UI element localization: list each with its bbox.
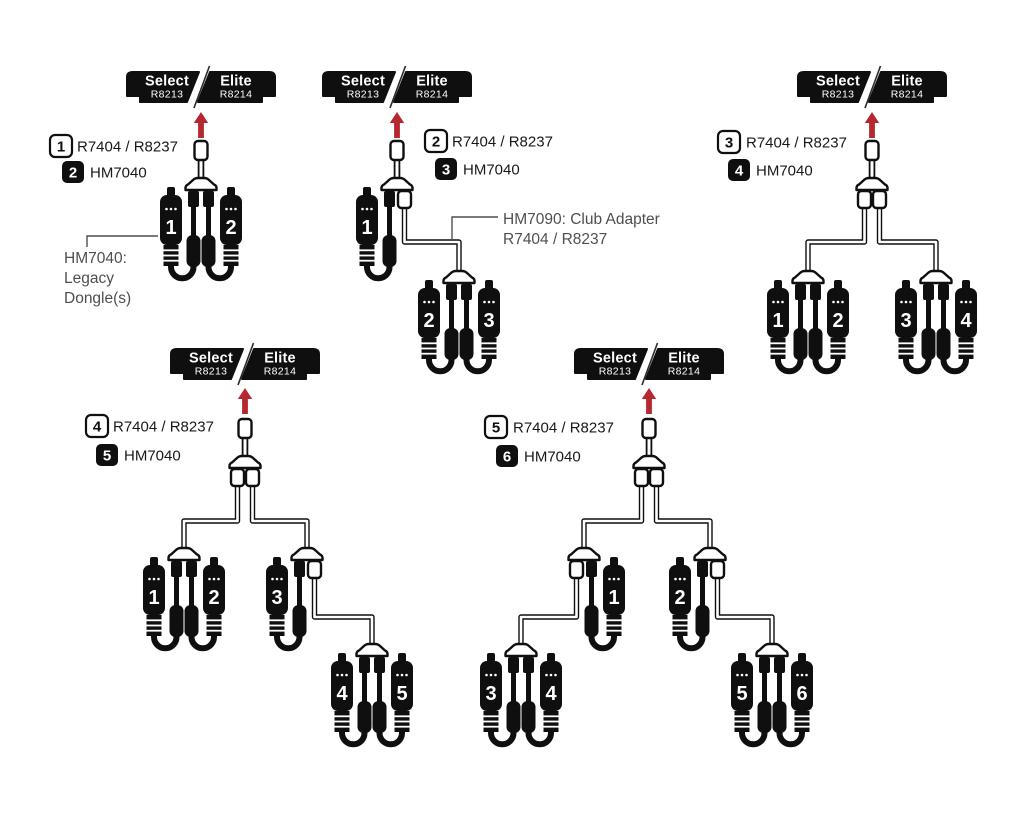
- badge-elite-model: R8214: [415, 88, 449, 101]
- diagram-4: [86, 343, 413, 744]
- y-splitter-icon: [506, 644, 537, 656]
- legend-label: R7404 / R8237: [113, 418, 214, 436]
- badge-select-label: Select: [593, 350, 637, 367]
- product-badge: [798, 66, 946, 108]
- cable-line: [521, 576, 577, 650]
- y-splitter-icon: [921, 271, 952, 283]
- up-arrow-icon: [238, 388, 252, 414]
- dongle-number: 4: [960, 310, 972, 332]
- annotation-line: HM7090: Club Adapter: [503, 211, 660, 228]
- dongle-number: 1: [772, 310, 784, 332]
- adapter-plug-icon: [231, 469, 244, 486]
- y-splitter-icon: [793, 271, 824, 283]
- legend: [485, 416, 614, 467]
- adapter-plug-icon: [873, 191, 886, 208]
- legend-label: R7404 / R8237: [746, 134, 847, 152]
- cable-line: [808, 204, 865, 276]
- y-splitter-icon: [695, 548, 726, 560]
- adapter-plug-icon: [650, 469, 663, 486]
- adapter-plug-icon: [398, 191, 411, 208]
- cable-line: [184, 482, 238, 553]
- dongle-number: 2: [674, 587, 686, 609]
- legend-chip-number: 4: [92, 418, 102, 436]
- badge-select-model: R8213: [194, 365, 228, 378]
- dongle-number: 5: [396, 683, 408, 705]
- y-splitter-icon: [186, 141, 217, 190]
- badge-elite-label: Elite: [668, 350, 700, 367]
- legend-chip-number: 2: [68, 164, 78, 182]
- annotation-line: HM7040:: [64, 250, 127, 267]
- legend-chip-number: 3: [441, 161, 451, 179]
- legend-chip-number: 5: [102, 447, 112, 465]
- y-splitter-icon: [757, 644, 788, 656]
- dongle-number: 2: [225, 217, 237, 239]
- badge-elite-model: R8214: [219, 88, 253, 101]
- cable-line: [315, 576, 373, 650]
- legend-chip-number: 1: [56, 138, 66, 156]
- up-arrow-icon: [642, 388, 656, 414]
- dongle-number: 3: [900, 310, 912, 332]
- dongle-number: 3: [271, 587, 283, 609]
- cable-line: [315, 576, 373, 650]
- legend-chip-number: 3: [724, 134, 734, 152]
- y-splitter-icon: [569, 548, 600, 560]
- badge-elite-model: R8214: [890, 88, 924, 101]
- legend: [86, 415, 214, 466]
- badge-select-label: Select: [816, 73, 860, 90]
- y-splitter-icon: [444, 271, 475, 283]
- legend-label: R7404 / R8237: [513, 419, 614, 437]
- adapter-plug-icon: [246, 469, 259, 486]
- badge-select-label: Select: [145, 73, 189, 90]
- cable-line: [880, 204, 937, 276]
- adapter-plug-icon: [308, 561, 321, 578]
- legend-label: R7404 / R8237: [452, 133, 553, 151]
- legend: [425, 130, 553, 180]
- legend: [50, 135, 178, 183]
- product-badge: [127, 66, 275, 108]
- up-arrow-icon: [865, 112, 879, 138]
- badge-elite-label: Elite: [220, 73, 252, 90]
- y-splitter-icon: [634, 419, 665, 468]
- legend-label: HM7040: [463, 161, 520, 179]
- legend-chip-number: 6: [502, 448, 512, 466]
- badge-select-label: Select: [189, 350, 233, 367]
- annotation-club-adapter: [452, 211, 660, 248]
- dongle-number: 6: [796, 683, 808, 705]
- annotation-line: Dongle(s): [64, 290, 132, 307]
- dongle-number: 4: [336, 683, 348, 705]
- cable-line: [253, 482, 308, 553]
- cable-line: [718, 576, 773, 650]
- cable-line: [657, 482, 711, 553]
- legend-label: HM7040: [124, 447, 181, 465]
- annotation-legacy-dongles: [64, 236, 158, 307]
- adapter-plug-icon: [711, 561, 724, 578]
- dongle-number: 2: [423, 310, 435, 332]
- cable-line: [405, 204, 460, 276]
- diagram-3: [718, 66, 977, 371]
- cable-line: [521, 576, 577, 650]
- annotation-line: Legacy: [64, 270, 114, 287]
- dongle-number: 3: [483, 310, 495, 332]
- dongle-number: 5: [736, 683, 748, 705]
- dongle-number: 2: [208, 587, 220, 609]
- cable-line: [657, 482, 711, 553]
- legend: [718, 131, 847, 181]
- legend-label: HM7040: [524, 448, 581, 466]
- y-splitter-icon: [292, 548, 323, 560]
- dongle-number: 1: [608, 587, 620, 609]
- adapter-plug-icon: [858, 191, 871, 208]
- cable-line: [184, 482, 238, 553]
- badge-select-model: R8213: [150, 88, 184, 101]
- y-splitter-icon: [357, 644, 388, 656]
- annotation-line: R7404 / R8237: [503, 231, 608, 248]
- adapter-plug-icon: [570, 561, 583, 578]
- product-badge: [171, 343, 319, 385]
- legend-chip-number: 5: [491, 419, 501, 437]
- legend-chip-number: 4: [734, 162, 744, 180]
- product-badge: [575, 343, 723, 385]
- dongle-number: 1: [165, 217, 177, 239]
- dongle-number: 1: [148, 587, 160, 609]
- adapter-plug-icon: [635, 469, 648, 486]
- legend-label: R7404 / R8237: [77, 138, 178, 156]
- diagram-5: [480, 343, 813, 744]
- y-splitter-icon: [382, 141, 413, 190]
- legend-label: HM7040: [90, 164, 147, 182]
- badge-select-model: R8213: [346, 88, 380, 101]
- diagram-2: [323, 66, 660, 371]
- badge-elite-label: Elite: [891, 73, 923, 90]
- y-splitter-icon: [857, 141, 888, 190]
- diagram-1: [50, 66, 275, 307]
- badge-elite-label: Elite: [416, 73, 448, 90]
- badge-select-model: R8213: [821, 88, 855, 101]
- badge-elite-label: Elite: [264, 350, 296, 367]
- badge-elite-model: R8214: [263, 365, 297, 378]
- dongle-number: 2: [832, 310, 844, 332]
- up-arrow-icon: [194, 112, 208, 138]
- legend-chip-number: 2: [431, 133, 441, 151]
- product-badge: [323, 66, 471, 108]
- badge-select-label: Select: [341, 73, 385, 90]
- badge-elite-model: R8214: [667, 365, 701, 378]
- badge-select-model: R8213: [598, 365, 632, 378]
- annotation-leader-line: [87, 236, 158, 247]
- cable-line: [718, 576, 773, 650]
- cable-line: [253, 482, 308, 553]
- y-splitter-icon: [169, 548, 200, 560]
- legend-label: HM7040: [756, 162, 813, 180]
- dongle-number: 3: [485, 683, 497, 705]
- cable-line: [584, 482, 642, 553]
- cable-line: [584, 482, 642, 553]
- up-arrow-icon: [390, 112, 404, 138]
- y-splitter-icon: [230, 419, 261, 468]
- dongle-number: 4: [545, 683, 557, 705]
- annotation-leader-line: [452, 217, 498, 240]
- dongle-number: 1: [361, 217, 373, 239]
